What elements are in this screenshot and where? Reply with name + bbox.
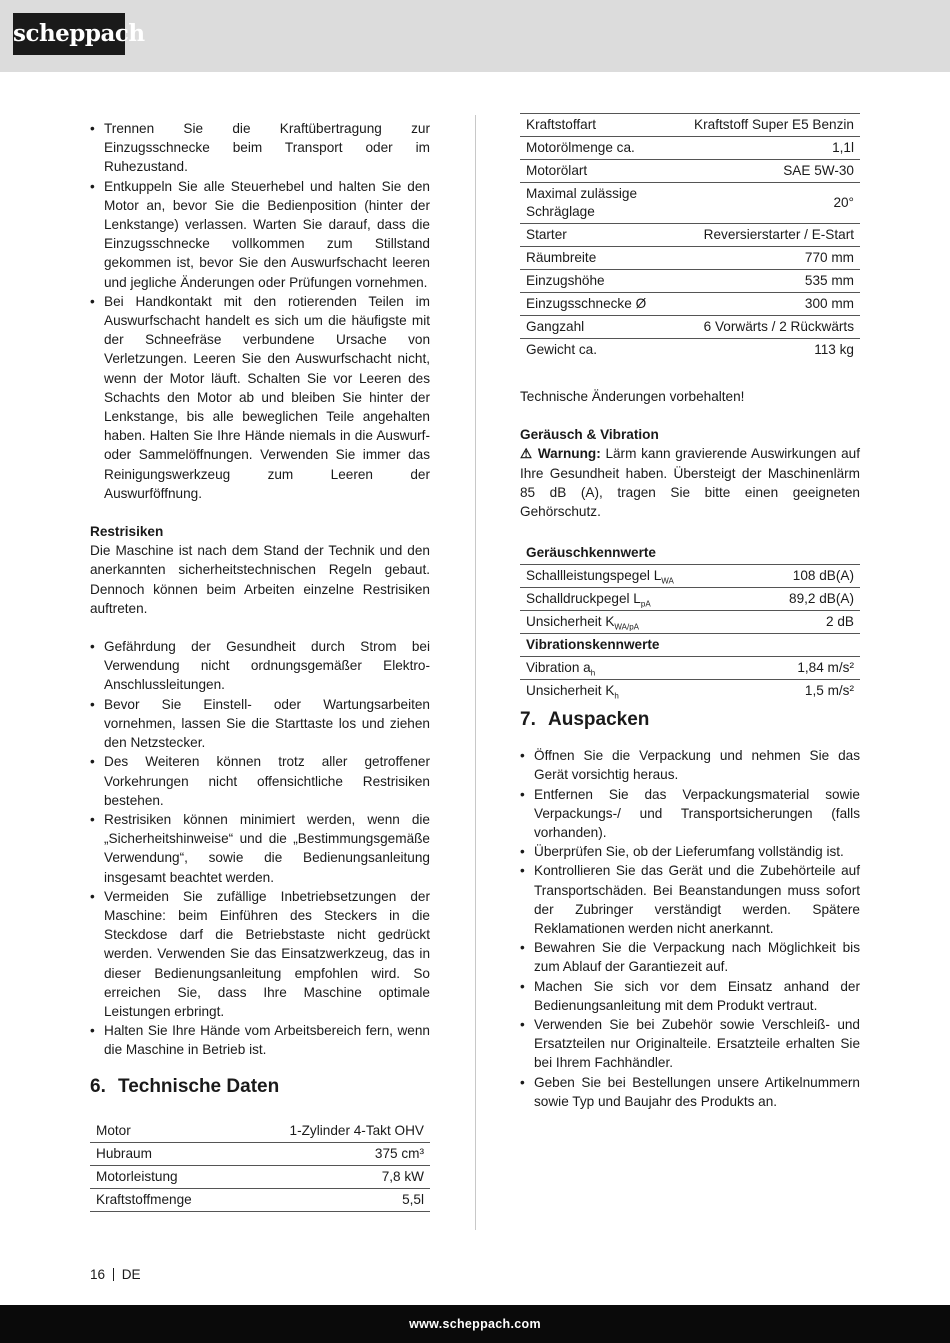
page-number-value: 16 <box>90 1267 106 1282</box>
table-row <box>520 657 860 680</box>
restrisiken-heading: Restrisiken <box>90 524 164 540</box>
vibration-values-header: Vibrationskennwerte <box>520 634 860 657</box>
section-7-heading <box>520 708 860 732</box>
table-row <box>520 247 860 270</box>
table-cell-label: Maximal zulässige Schräglage <box>520 183 660 224</box>
table-cell-label: Gewicht ca. <box>526 342 598 357</box>
list-item: • Vermeiden Sie zufällige Inbetriebsetzungen der Maschine: beim Einführen des Steckers in die Steckdose darf die Betriebstaste nicht gedrückt werden. Verwenden Sie das Einsatzwerkzeug, das in dieser Bedienungsanleitung empfohlen wird. So erreichen Sie, dass Ihre Maschine optimale Leistungen erbringt. <box>90 887 430 1021</box>
section-number: 7. <box>520 709 536 731</box>
warning-label: Warnung: <box>537 446 601 462</box>
table-row <box>520 270 860 293</box>
table-cell-label: Hubraum <box>90 1142 234 1165</box>
table-row <box>520 634 860 657</box>
list-item: • Verwenden Sie bei Zubehör sowie Verschleiß- und Ersatzteilen nur Originalteile. Ersatzteile erhalten Sie bei Ihrem Fachhändler. <box>520 1015 860 1073</box>
list-item: • Geben Sie bei Bestellungen unsere Artikelnummern sowie Typ und Baujahr des Produkts an. <box>520 1073 860 1111</box>
list-item: • Überprüfen Sie, ob der Lieferumfang vollständig ist. <box>520 842 860 861</box>
page-number <box>90 1265 141 1284</box>
table-row <box>520 588 860 611</box>
list-item: • Bei Handkontakt mit den rotierenden Teilen im Auswurfschacht handelt es sich um die häufigste mit der Schneefräse verbundene Ursache von Verletzungen. Leeren Sie den Auswurfschacht nicht, wenn der Motor läuft. Schalten Sie vor Leeren des Schachts den Motor ab und bleiben Sie hinter der Lenkstange, bis alle beweglichen Teile angehalten haben. Halten Sie Ihre Hände niemals in die Auswurf- oder Sammelöffnungen. Verwenden Sie immer das Reinigungswerkzeug zum Leeren der Auswurföffnung. <box>90 292 430 503</box>
table-cell-label: Gangzahl <box>520 316 660 339</box>
table-row <box>90 1120 430 1143</box>
table-cell-label: Schalldruckpegel $L_{pA}$ <box>520 588 749 611</box>
list-item: • Öffnen Sie die Verpackung und nehmen Sie das Gerät vorsichtig heraus. <box>520 746 860 784</box>
section-6-heading <box>90 1075 430 1099</box>
scheppach-logo: scheppach <box>13 13 125 55</box>
language-code: DE <box>121 1267 141 1282</box>
table-cell-label: Vibration $a_h$ <box>520 657 749 680</box>
table-row <box>520 542 860 565</box>
table-cell-value: 1,84 m/s² <box>749 657 860 680</box>
table-cell-value: 20° <box>660 183 860 224</box>
table-cell-value: Reversierstarter / E-Start <box>660 224 860 247</box>
list-item: • Restrisiken können minimiert werden, wenn die „Sicherheitshinweise“ und die „Bestimmungsgemäße Verwendung“, sowie die Bedienungsanleitung insgesamt beachtet werden. <box>90 810 430 887</box>
table-cell-value: 5,5l <box>234 1188 430 1211</box>
page-separator <box>113 1268 114 1281</box>
table-row <box>90 1188 430 1211</box>
warning-icon: ⚠ <box>520 446 534 462</box>
table-row <box>520 316 860 339</box>
table-cell-value: 535 mm <box>660 270 860 293</box>
table-cell-label: Starter <box>520 224 660 247</box>
list-item: • Bevor Sie Einstell- oder Wartungsarbeiten vornehmen, lassen Sie die Starttaste los und ziehen den Netzstecker. <box>90 695 430 753</box>
table-cell-label: Einzugshöhe <box>520 270 660 293</box>
noise-values-header: Geräuschkennwerte <box>520 542 860 565</box>
list-item: • Kontrollieren Sie das Gerät und die Zubehörteile auf Transportschäden. Bei Beanstandungen muss sofort der Zubringer verständigt werden. Spätere Reklamationen werden nicht anerkannt. <box>520 861 860 938</box>
list-item: • Halten Sie Ihre Hände vom Arbeitsbereich fern, wenn die Maschine in Betrieb ist. <box>90 1021 430 1059</box>
table-cell-label: Schallleistungspegel $L_{WA}$ <box>520 565 749 588</box>
left-column <box>90 110 430 1212</box>
table-cell-value: 89,2 dB(A) <box>749 588 860 611</box>
table-cell-label: Motor <box>90 1120 234 1143</box>
table-cell-value: 2 dB <box>749 611 860 634</box>
table-cell-label: Unsicherheit $K_h$ <box>526 683 619 701</box>
table-row <box>520 293 860 316</box>
noise-vibration-table <box>520 542 860 702</box>
restrisiken-paragraph: Die Maschine ist nach dem Stand der Technik und den anerkannten sicherheitstechnischen Regeln gebaut. Dennoch können beim Arbeiten einzelne Restrisiken auftreten. <box>90 543 430 616</box>
website-url: www.scheppach.com <box>409 1317 541 1331</box>
list-item: • Entfernen Sie das Verpackungsmaterial sowie Verpackungs-/ und Transportsicherungen (falls vorhanden). <box>520 785 860 843</box>
table-cell-value: 770 mm <box>660 247 860 270</box>
table-cell-label: Kraftstoffart <box>520 114 660 137</box>
list-item: • Entkuppeln Sie alle Steuerhebel und halten Sie den Motor an, bevor Sie die Bedienposition (hinter der Lenkstange) verlassen. Warten Sie darauf, dass die Einzugsschnecke vollkommen zum Stillstand gekommen ist, bevor Sie den Auswurfschacht leeren und jegliche Änderungen oder Prüfungen vornehmen. <box>90 177 430 292</box>
table-cell-value: 1-Zylinder 4-Takt OHV <box>234 1120 430 1143</box>
table-row <box>520 339 860 362</box>
table-row <box>520 114 860 137</box>
section-title: Technische Daten <box>118 1075 280 1097</box>
table-cell-value: 1,5 m/s² <box>804 683 854 699</box>
table-row <box>520 680 860 703</box>
section-number: 6. <box>90 1075 106 1097</box>
unpacking-bullet-list <box>520 746 860 1111</box>
table-row <box>520 160 860 183</box>
table-row <box>520 224 860 247</box>
table-row <box>90 1142 430 1165</box>
table-cell-value: 6 Vorwärts / 2 Rückwärts <box>660 316 860 339</box>
list-item: • Gefährdung der Gesundheit durch Strom bei Verwendung nicht ordnungsgemäßer Elektro-Anschlussleitungen. <box>90 637 430 695</box>
table-cell-label: Unsicherheit $K_{WA/pA}$ <box>520 611 749 634</box>
table-cell-value: Kraftstoff Super E5 Benzin <box>660 114 860 137</box>
table-cell-label: Motorleistung <box>90 1165 234 1188</box>
noise-vibration-heading: Geräusch & Vibration <box>520 427 659 443</box>
warning-text: Lärm kann gravierende Auswirkungen auf Ihre Gesundheit haben. Übersteigt der Maschinenlärm 85 dB (A), tragen Sie bitte einen geeigneten Gehörschutz. <box>520 446 860 520</box>
table-cell-label: Kraftstoffmenge <box>90 1188 234 1211</box>
table-cell-value: SAE 5W-30 <box>660 160 860 183</box>
table-cell-value: 300 mm <box>660 293 860 316</box>
right-column <box>520 110 860 1111</box>
changes-note: Technische Änderungen vorbehalten! <box>520 389 745 404</box>
page-header <box>0 0 950 72</box>
table-cell-label: Motorölart <box>520 160 660 183</box>
section-title: Auspacken <box>548 709 650 731</box>
list-item: • Machen Sie sich vor dem Einsatz anhand der Bedienungsanleitung mit dem Produkt vertraut. <box>520 977 860 1015</box>
safety-bullet-list <box>90 119 430 503</box>
restrisiken-bullet-list <box>90 637 430 1059</box>
tech-data-table-right <box>520 113 860 361</box>
table-cell-value: 7,8 kW <box>234 1165 430 1188</box>
column-divider <box>475 115 476 1230</box>
table-row <box>520 611 860 634</box>
table-row <box>520 137 860 160</box>
footer-bar <box>0 1305 950 1343</box>
table-cell-label: Räumbreite <box>520 247 660 270</box>
warning-paragraph <box>520 444 860 521</box>
table-cell-value: 1,1l <box>660 137 860 160</box>
tech-data-table-left <box>90 1120 430 1212</box>
table-cell-label: Einzugsschnecke Ø <box>520 293 660 316</box>
table-row <box>90 1165 430 1188</box>
table-cell-value: 113 kg <box>814 342 854 357</box>
table-cell-value: 108 dB(A) <box>749 565 860 588</box>
table-row <box>520 565 860 588</box>
table-cell-label: Motorölmenge ca. <box>520 137 660 160</box>
list-item: • Bewahren Sie die Verpackung nach Möglichkeit bis zum Ablauf der Garantiezeit auf. <box>520 938 860 976</box>
table-row <box>520 183 860 224</box>
table-cell-value: 375 cm³ <box>234 1142 430 1165</box>
list-item: • Des Weiteren können trotz aller getroffener Vorkehrungen nicht offensichtliche Restrisiken bestehen. <box>90 752 430 810</box>
list-item: • Trennen Sie die Kraftübertragung zur Einzugsschnecke beim Transport oder im Ruhezustand. <box>90 119 430 177</box>
